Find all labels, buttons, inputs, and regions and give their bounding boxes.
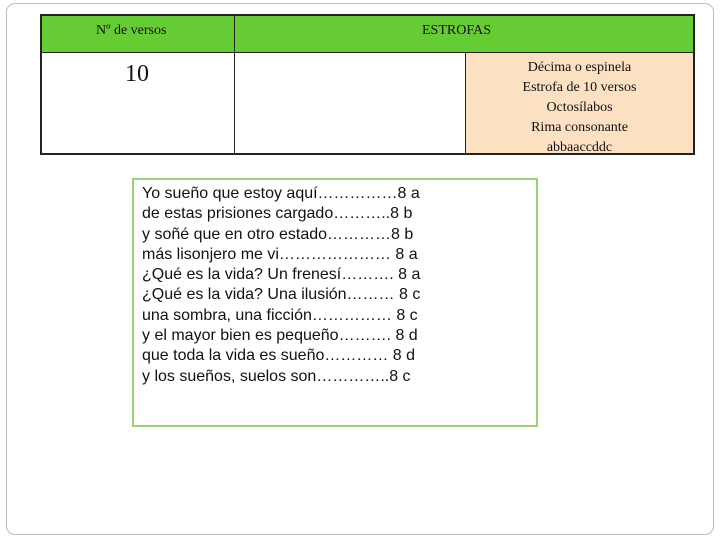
header-verse-count: Nº de versos xyxy=(42,16,235,53)
poem-line: y el mayor bien es pequeño………. 8 d xyxy=(142,327,418,345)
poem-line: que toda la vida es sueño………… 8 d xyxy=(142,347,416,365)
stanza-info xyxy=(465,53,693,153)
poem-line: más lisonjero me vi………………… 8 a xyxy=(142,245,418,263)
verse-count-value: 10 xyxy=(42,53,235,153)
poem-line: de estas prisiones cargado………..8 b xyxy=(142,205,413,223)
poem-line: y los sueños, suelos son…………..8 c xyxy=(142,367,411,385)
poem-line: ¿Qué es la vida? Un frenesí………. 8 a xyxy=(142,266,421,284)
poem-line: y soñé que en otro estado…………8 b xyxy=(142,225,414,243)
header-stanzas: ESTROFAS xyxy=(235,16,693,53)
verse-table xyxy=(40,14,695,155)
info-line: abbaaccddc xyxy=(546,140,613,155)
poem-line: Yo sueño que estoy aquí……………8 a xyxy=(142,185,420,202)
poem-line: ¿Qué es la vida? Una ilusión……… 8 c xyxy=(142,286,421,304)
info-line: Octosílabos xyxy=(546,100,613,115)
poem-box xyxy=(132,178,538,427)
info-line: Rima consonante xyxy=(531,120,628,135)
info-line: Estrofa de 10 versos xyxy=(522,80,637,95)
poem-line: una sombra, una ficción…………… 8 c xyxy=(142,306,418,324)
info-line: Décima o espinela xyxy=(527,60,632,75)
empty-cell xyxy=(235,53,465,153)
